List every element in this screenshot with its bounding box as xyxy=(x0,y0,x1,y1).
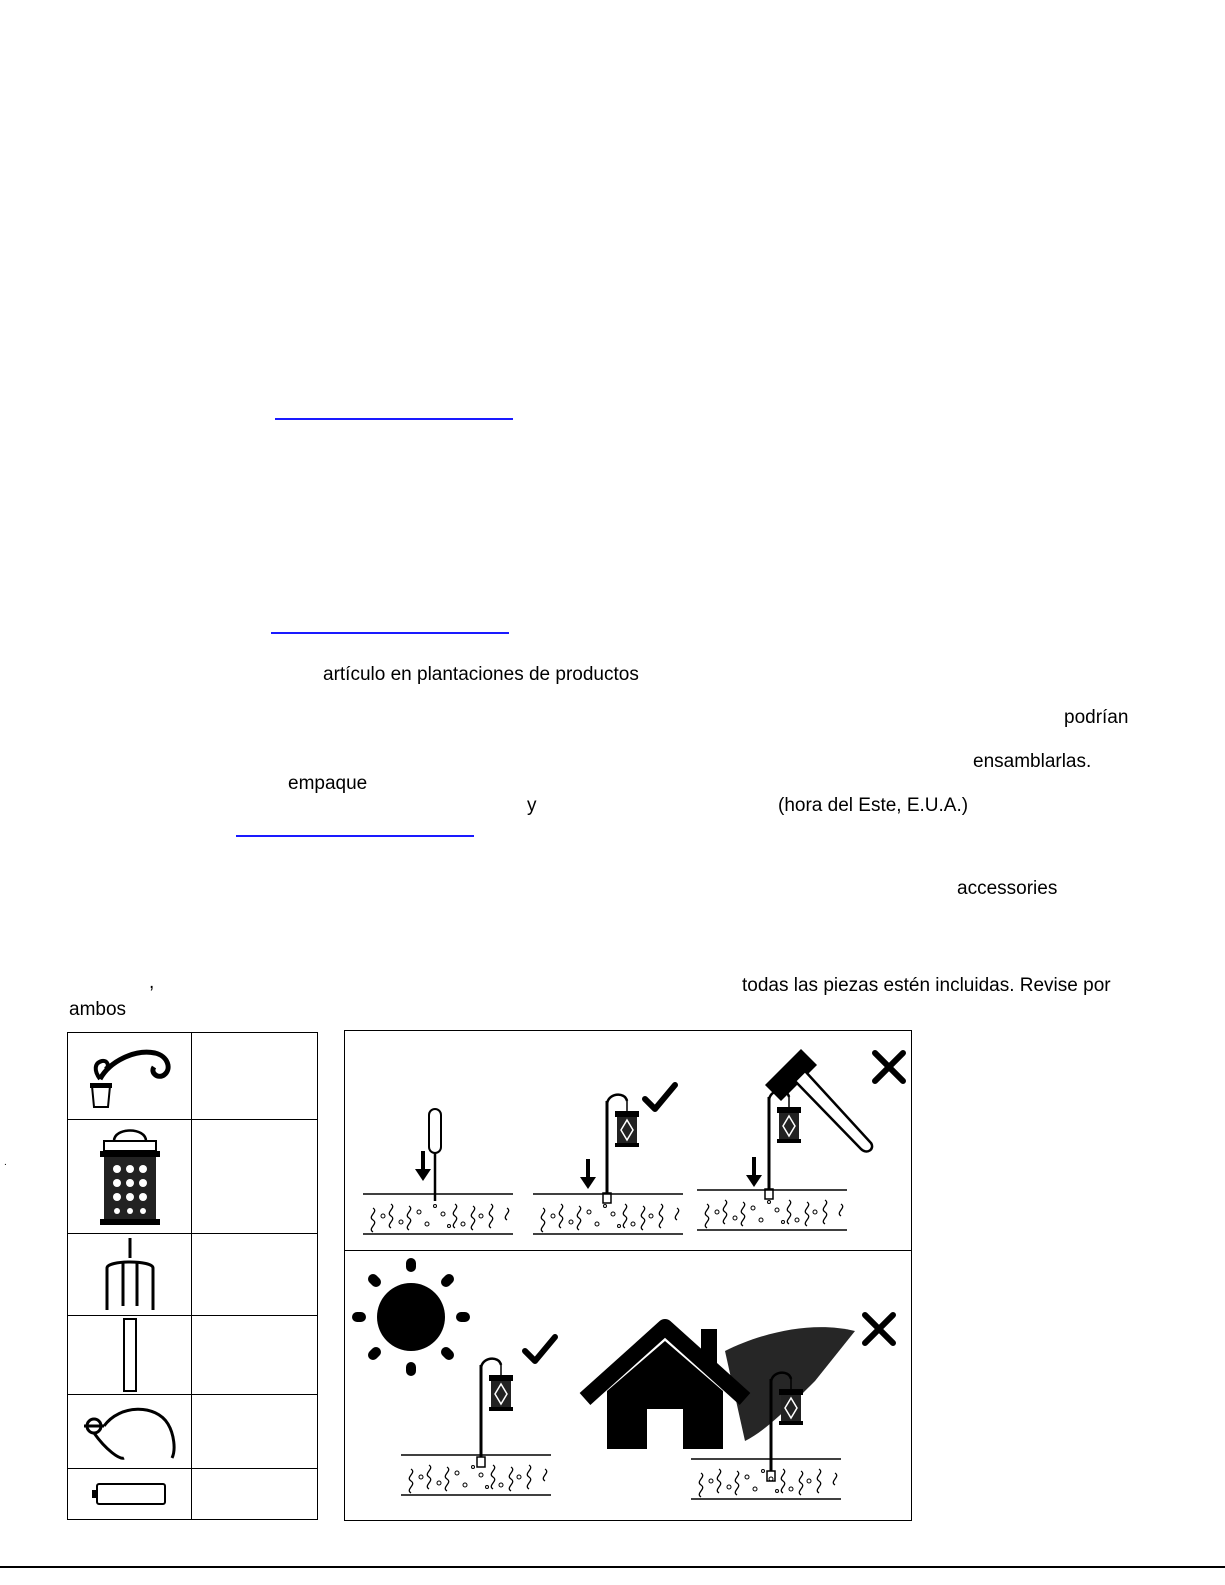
hook-bracket-icon xyxy=(68,1033,192,1119)
text-line-5b: (hora del Este, E.U.A.) xyxy=(778,795,969,816)
correct-install-illustration xyxy=(533,1085,683,1234)
text-line-6: accessories xyxy=(957,878,1058,899)
footer-rule xyxy=(0,1566,1225,1568)
hammer-wrong-illustration xyxy=(697,1049,903,1230)
part-row-hook xyxy=(68,1033,317,1120)
sun-icon xyxy=(357,1263,465,1371)
link-underline-1[interactable] xyxy=(275,418,513,420)
x-icon xyxy=(875,1053,903,1081)
stake-insertion-illustration xyxy=(363,1109,513,1234)
check-icon xyxy=(645,1085,675,1109)
parts-table xyxy=(67,1032,318,1520)
text-line-8: ambos xyxy=(69,999,127,1020)
text-line-7a: , xyxy=(149,972,155,993)
text-line-3: ensamblarlas. xyxy=(973,751,1092,772)
text-line-1: artículo en plantaciones de productos xyxy=(323,664,639,685)
link-underline-3[interactable] xyxy=(236,835,474,837)
text-line-7b: todas las piezas estén incluidas. Revise por xyxy=(742,975,1111,996)
ground-stake-icon xyxy=(68,1234,192,1315)
part-row-stake xyxy=(68,1234,317,1316)
part-description xyxy=(192,1469,317,1519)
house-icon xyxy=(585,1327,745,1449)
pole-icon xyxy=(68,1316,192,1394)
part-row-battery xyxy=(68,1469,317,1519)
part-description xyxy=(192,1120,317,1233)
x-icon xyxy=(865,1315,893,1343)
lantern-icon xyxy=(68,1120,192,1233)
part-description xyxy=(192,1234,317,1315)
sunlight-correct-illustration xyxy=(401,1337,555,1495)
part-row-pole xyxy=(68,1316,317,1395)
text-line-5a: y xyxy=(527,795,537,816)
battery-icon xyxy=(68,1469,192,1519)
margin-dot: . xyxy=(4,1157,7,1168)
text-line-4: empaque xyxy=(288,773,368,794)
text-line-2: podrían xyxy=(1064,707,1129,728)
link-underline-2[interactable] xyxy=(271,632,509,634)
instruction-panel xyxy=(344,1030,912,1521)
part-row-clamp xyxy=(68,1395,317,1469)
part-description xyxy=(192,1395,317,1468)
check-icon xyxy=(525,1337,555,1361)
part-description xyxy=(192,1316,317,1394)
shade-wrong-illustration xyxy=(585,1315,893,1499)
clamp-ring-icon xyxy=(68,1395,192,1468)
part-row-lantern xyxy=(68,1120,317,1234)
part-description xyxy=(192,1033,317,1119)
